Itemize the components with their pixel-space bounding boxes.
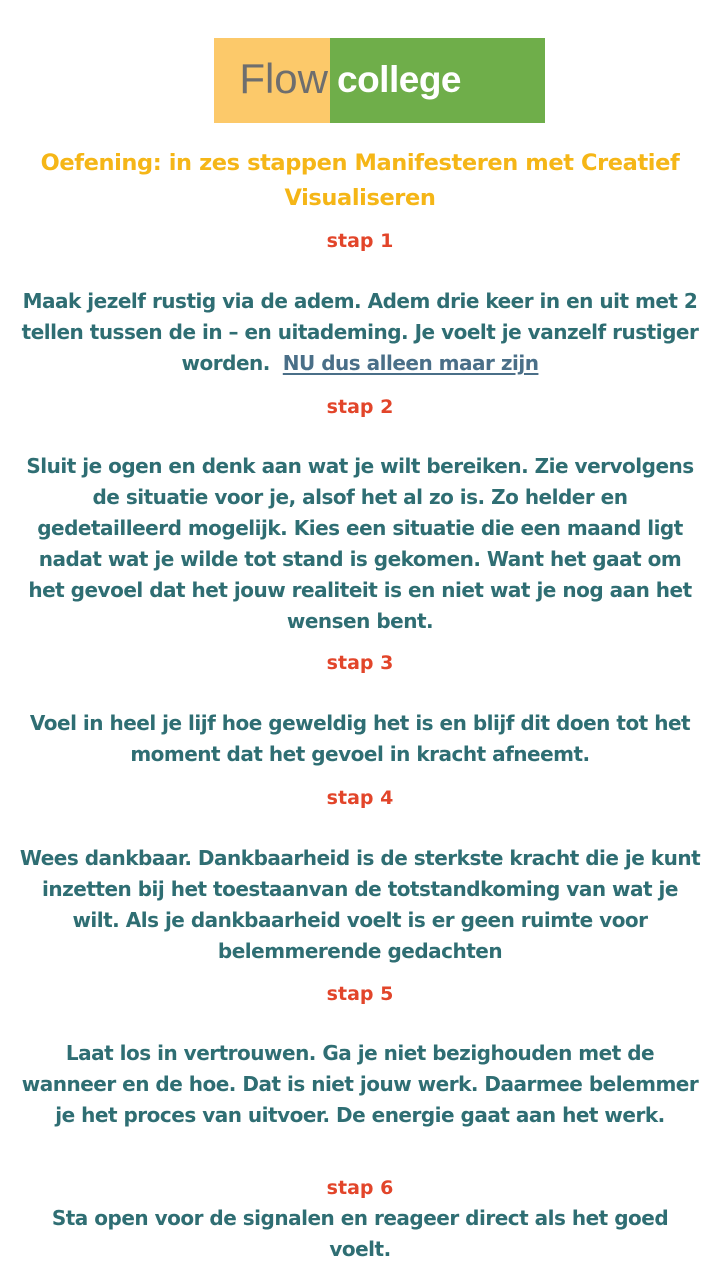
step-5-label: stap 5: [326, 983, 394, 1005]
step-2-text: Sluit je ogen en denk aan wat je wilt bereiken. Zie vervolgens de situatie voor je, alsof het al zo is. Zo helder en gedetailleerd mogelijk. Kies een situatie die een maand ligt nadat wat je wilde tot stand is gekomen. Want het gaat om het gevoel dat het jouw realiteit is en niet wat je nog aan het wensen bent.: [26, 454, 694, 633]
step-3-text: Voel in heel je lijf hoe geweldig het is en blijf dit doen tot het moment dat het gevoel in kracht afneemt.: [29, 711, 691, 766]
step-1-label: stap 1: [326, 230, 394, 252]
step-1-emphasis: NU dus alleen maar zijn: [282, 351, 539, 375]
step-3-label: stap 3: [326, 652, 394, 674]
step-1-body: Maak jezelf rustig via de adem. Adem drie keer in en uit met 2 tellen tussen de in – en uitademing. Je voelt je vanzelf rustiger worden.: [21, 289, 699, 375]
logo-left-block: [214, 38, 330, 123]
flowcollege-logo: [214, 38, 545, 123]
step-1-text: [18, 286, 702, 379]
step-4-text: Wees dankbaar. Dankbaarheid is de sterkste kracht die je kunt inzetten bij het toestaanvan de totstandkoming van wat je wilt. Als je dankbaarheid voelt is er geen ruimte voor belemmerende gedachten: [19, 846, 701, 963]
step-4-label: stap 4: [326, 787, 394, 809]
logo-flow-text: Flow: [239, 54, 328, 102]
page-title: Oefening: in zes stappen Manifesteren met Creatief Visualiseren: [40, 150, 680, 211]
step-5-text: Laat los in vertrouwen. Ga je niet bezighouden met de wanneer en de hoe. Dat is niet jouw werk. Daarmee belemmer je het proces van uitvoer. De energie gaat aan het werk.: [21, 1041, 699, 1127]
logo-college-text: college: [337, 59, 461, 100]
logo-right-block: [330, 38, 545, 123]
step-2-label: stap 2: [326, 396, 394, 418]
step-6-text: Sta open voor de signalen en reageer direct als het goed voelt.: [51, 1206, 669, 1261]
step-6-label: stap 6: [326, 1177, 394, 1199]
